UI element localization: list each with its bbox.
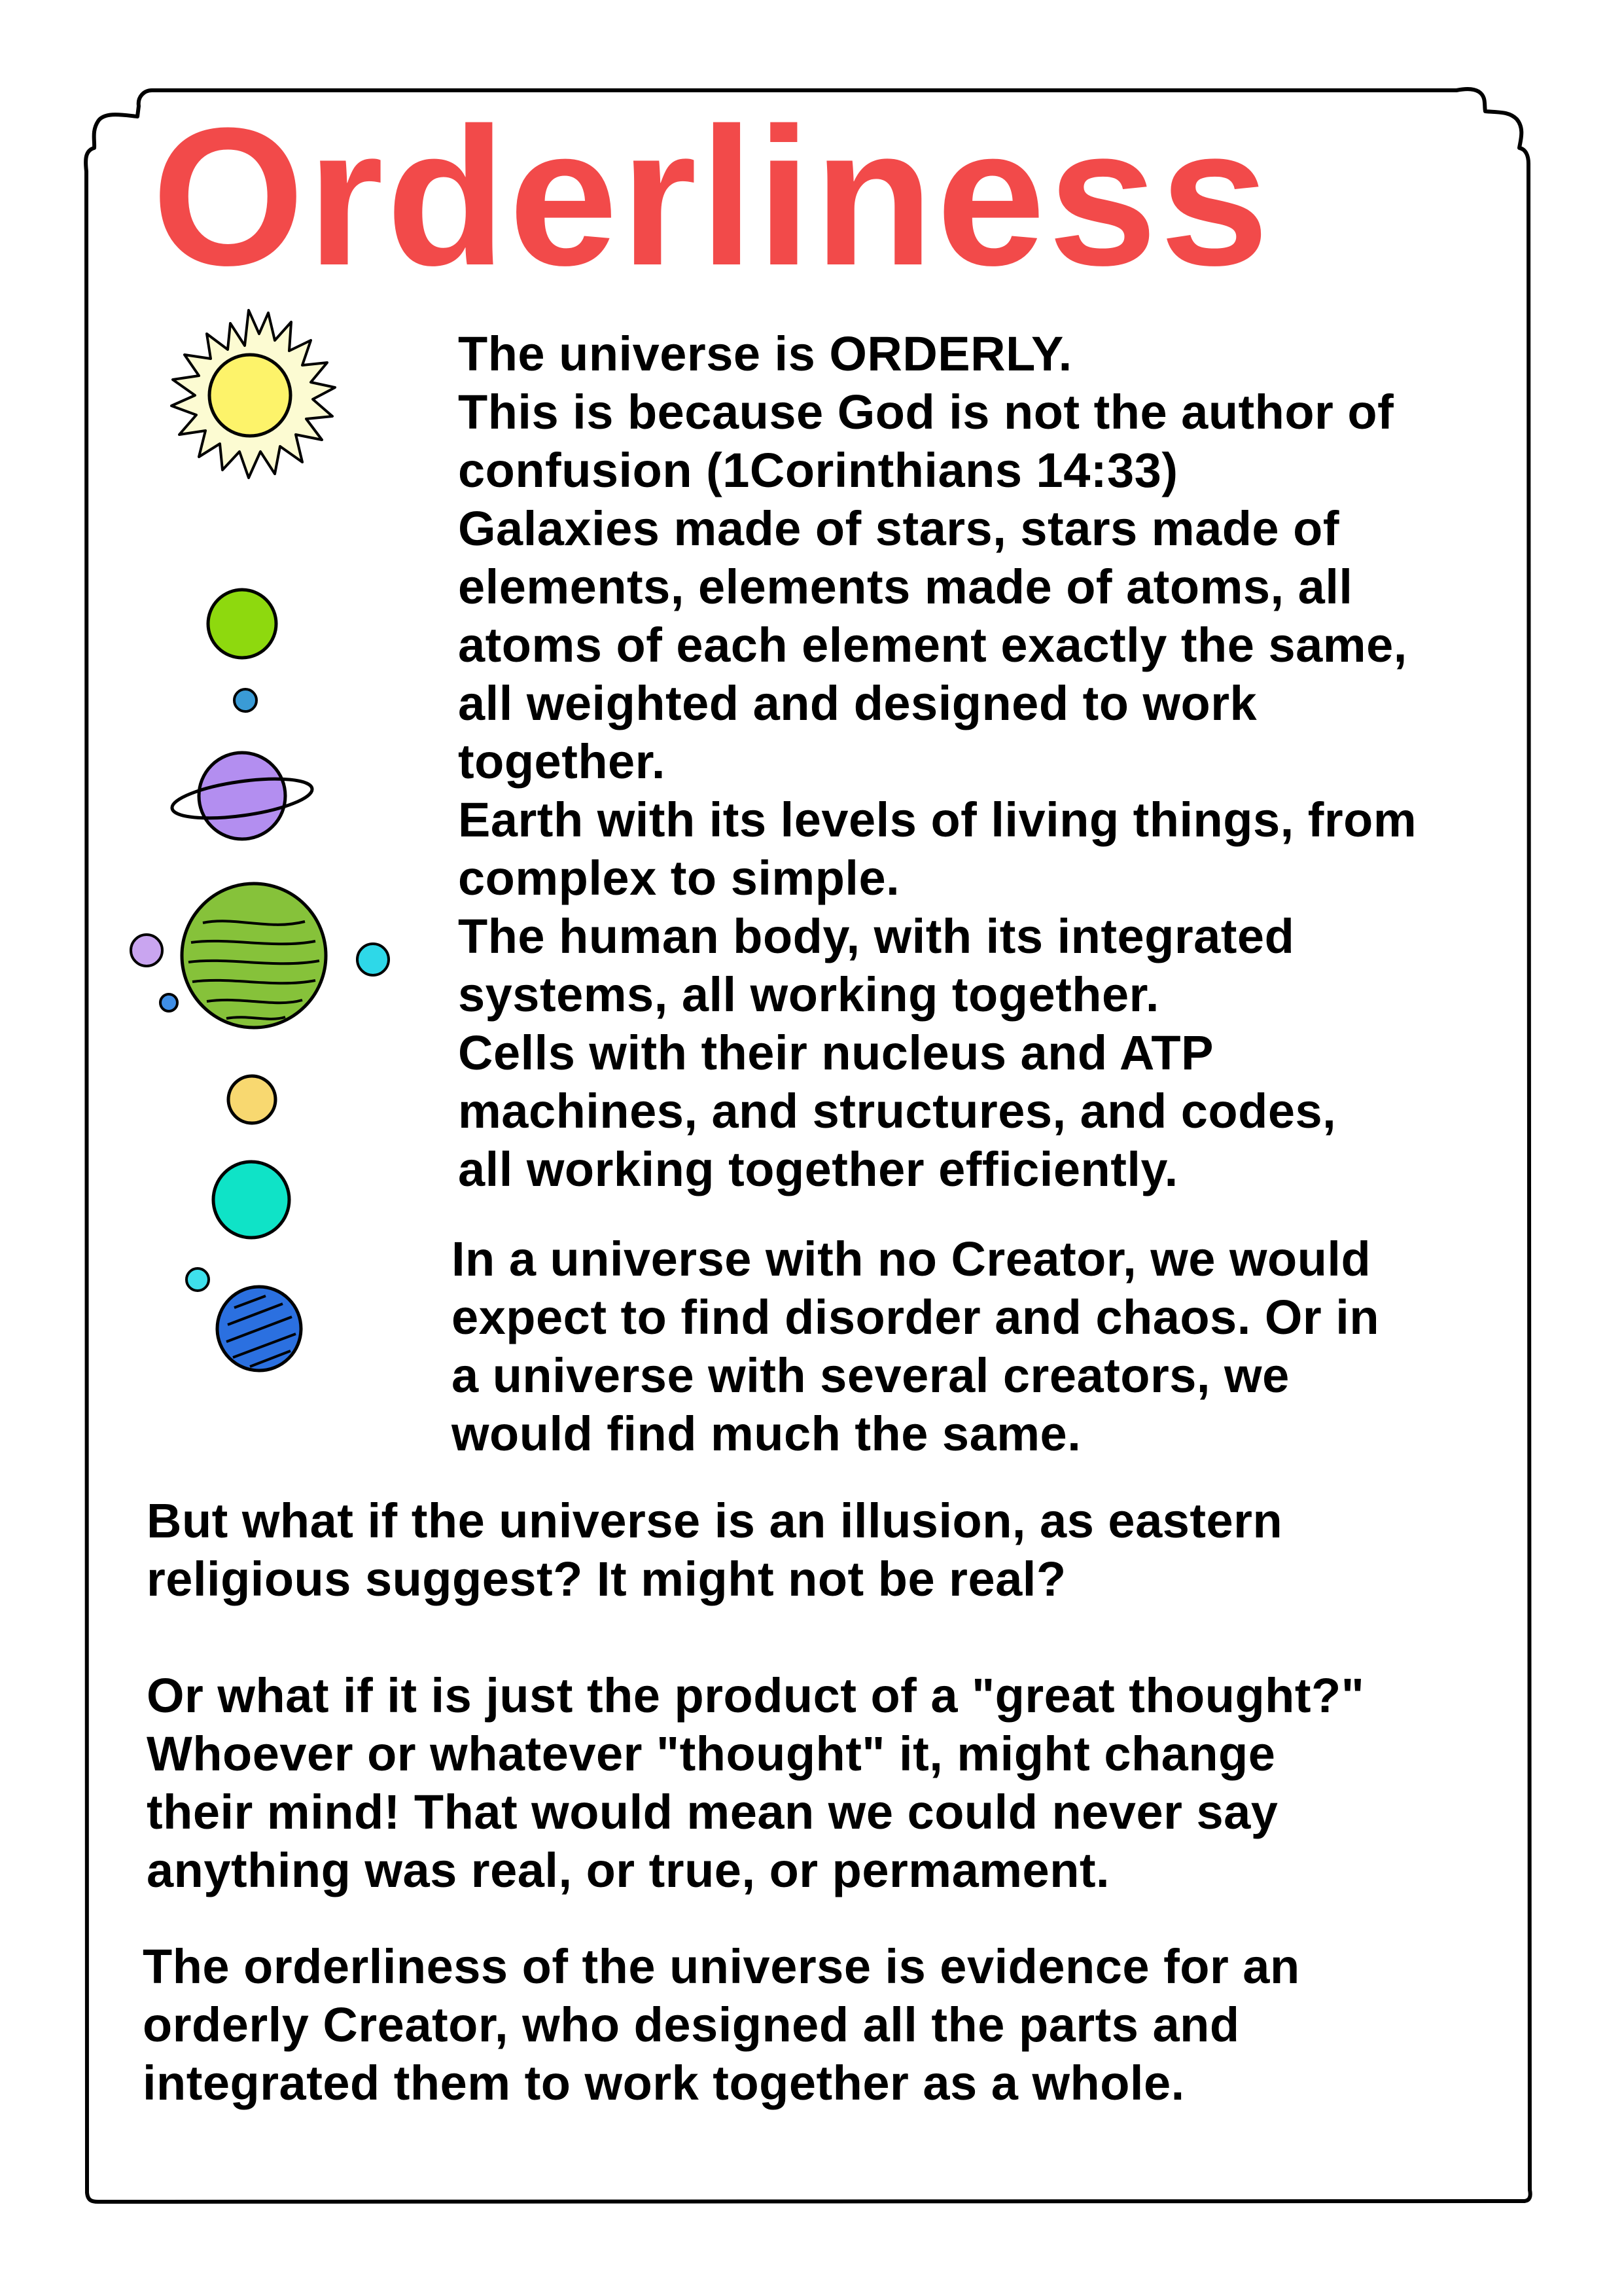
intro-line: all weighted and designed to work bbox=[458, 676, 1258, 730]
sun-icon bbox=[171, 310, 335, 478]
chaos-paragraph bbox=[451, 1230, 1379, 1463]
intro-line: together. bbox=[458, 734, 665, 789]
ringed-purple-planet-icon bbox=[169, 753, 314, 839]
page-title: Orderliness bbox=[152, 86, 1272, 306]
thought-line: Whoever or whatever "thought" it, might change bbox=[147, 1727, 1276, 1781]
green-planet-icon bbox=[208, 590, 276, 658]
small-blue-moon-icon bbox=[160, 994, 177, 1011]
intro-line: atoms of each element exactly the same, bbox=[458, 618, 1407, 672]
illusion-paragraph bbox=[147, 1492, 1282, 1608]
intro-line: Cells with their nucleus and ATP bbox=[458, 1026, 1214, 1080]
striped-blue-planet-icon bbox=[217, 1287, 301, 1371]
illusion-line: religious suggest? It might not be real? bbox=[147, 1552, 1067, 1606]
intro-line: elements, elements made of atoms, all bbox=[458, 560, 1353, 614]
intro-line: machines, and structures, and codes, bbox=[458, 1084, 1337, 1138]
conclusion-paragraph bbox=[143, 1937, 1300, 2112]
cyan-moon-icon bbox=[357, 944, 389, 975]
thought-line: Or what if it is just the product of a "great thought?" bbox=[147, 1668, 1365, 1723]
intro-line: complex to simple. bbox=[458, 851, 900, 905]
intro-line: Galaxies made of stars, stars made of bbox=[458, 501, 1339, 556]
thought-line: their mind! That would mean we could never say bbox=[147, 1785, 1279, 1839]
conclusion-line: orderly Creator, who designed all the parts and bbox=[143, 1998, 1240, 2052]
teal-planet-icon bbox=[213, 1162, 289, 1238]
intro-line: systems, all working together. bbox=[458, 967, 1159, 1022]
chaos-line: a universe with several creators, we bbox=[451, 1348, 1290, 1403]
small-cyan-moon-icon bbox=[186, 1268, 209, 1291]
solar-system-illustration bbox=[111, 295, 438, 1381]
conclusion-line: The orderliness of the universe is evidence for an bbox=[143, 1939, 1300, 1994]
purple-moon-icon bbox=[131, 935, 162, 966]
small-blue-moon-icon bbox=[234, 689, 256, 711]
intro-line: confusion (1Corinthians 14:33) bbox=[458, 443, 1178, 497]
intro-paragraph bbox=[458, 325, 1417, 1198]
chaos-line: In a universe with no Creator, we would bbox=[451, 1232, 1371, 1286]
intro-line: The human body, with its integrated bbox=[458, 909, 1295, 963]
thought-line: anything was real, or true, or permament. bbox=[147, 1843, 1110, 1897]
intro-line: The universe is ORDERLY. bbox=[458, 327, 1072, 381]
intro-line: Earth with its levels of living things, from bbox=[458, 793, 1417, 847]
striped-green-planet-icon bbox=[182, 884, 326, 1028]
intro-line: This is because God is not the author of bbox=[458, 385, 1394, 439]
thought-paragraph bbox=[147, 1666, 1364, 1899]
yellow-planet-icon bbox=[228, 1076, 275, 1123]
illusion-line: But what if the universe is an illusion, as eastern bbox=[147, 1494, 1283, 1548]
chaos-line: expect to find disorder and chaos. Or in bbox=[451, 1290, 1380, 1344]
intro-line: all working together efficiently. bbox=[458, 1142, 1178, 1196]
conclusion-line: integrated them to work together as a whole. bbox=[143, 2056, 1185, 2110]
chaos-line: would find much the same. bbox=[451, 1407, 1082, 1461]
